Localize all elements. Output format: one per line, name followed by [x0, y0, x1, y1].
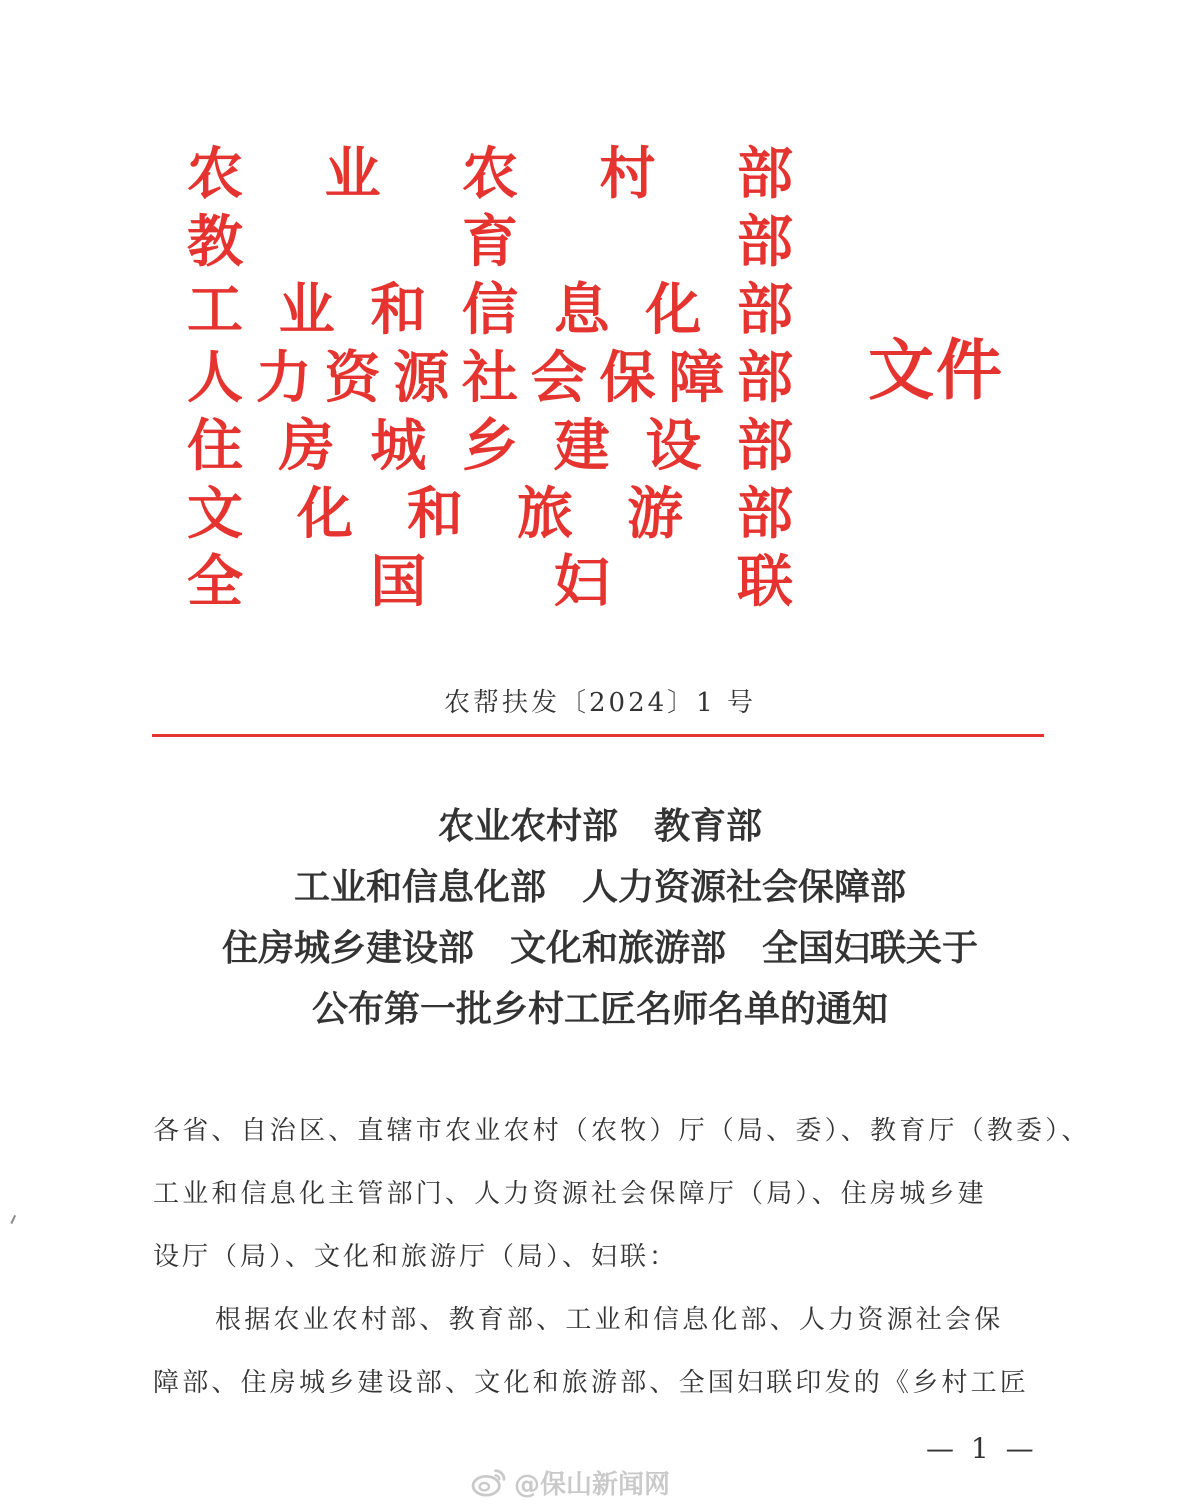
- addressee-line-3: 设厅（局）、文化和旅游厅（局）、妇联：: [153, 1242, 679, 1272]
- issuer-char: 育: [462, 209, 518, 275]
- issuer-char: 人: [187, 345, 243, 411]
- paragraph-line-2: 障部、住房城乡建设部、文化和旅游部、全国妇联印发的《乡村工匠: [153, 1368, 1030, 1398]
- issuer-char: 社: [462, 345, 518, 411]
- issuer-char: 保: [599, 345, 656, 411]
- title-line-1: 农业农村部 教育部: [437, 805, 762, 847]
- issuer-char: 业: [324, 141, 381, 207]
- issuer-char: 乡: [462, 413, 518, 479]
- document-number: 农帮扶发〔2024〕1 号: [444, 688, 756, 718]
- issuer-char: 教: [187, 209, 243, 275]
- title-line-3: 住房城乡建设部 文化和旅游部 全国妇联关于: [221, 927, 978, 969]
- issuer-char: 设: [645, 413, 702, 479]
- title-line-4: 公布第一批乡村工匠名师名单的通知: [311, 988, 888, 1030]
- issuer-char: 障: [668, 345, 725, 411]
- issuer-char: 城: [370, 413, 427, 479]
- page-number: — 1 —: [926, 1432, 1038, 1465]
- issuer-char: 资: [324, 345, 381, 411]
- issuer-char: 村: [599, 141, 656, 207]
- paragraph-line-1: 根据农业农村部、教育部、工业和信息化部、人力资源社会保: [215, 1305, 1004, 1335]
- document-title: [0, 796, 1200, 1040]
- issuer-char: 部: [737, 209, 793, 275]
- issuer-row: [185, 344, 795, 412]
- document-body: [153, 1100, 1091, 1415]
- issuer-char: 部: [737, 141, 793, 207]
- issuer-char: 和: [407, 481, 463, 547]
- watermark: [470, 1462, 670, 1502]
- issuer-char: 全: [187, 549, 243, 615]
- issuer-char: 国: [370, 549, 427, 615]
- scan-speck-mark: [10, 1215, 20, 1226]
- issuer-row: [185, 140, 795, 208]
- issuer-char: 农: [462, 141, 518, 207]
- issuer-row: [185, 412, 795, 480]
- issuer-row: [185, 276, 795, 344]
- addressee-line-1: 各省、自治区、直辖市农业农村（农牧）厅（局、委）、教育厅（教委）、: [153, 1116, 1091, 1146]
- issuer-char: 农: [187, 141, 243, 207]
- addressee-line-2: 工业和信息化主管部门、人力资源社会保障厅（局）、住房城乡建: [153, 1179, 987, 1209]
- issuer-char: 房: [278, 413, 335, 479]
- issuer-char: 游: [627, 481, 683, 547]
- issuer-char: 部: [737, 345, 793, 411]
- issuer-char: 息: [553, 277, 610, 343]
- issuer-char: 文: [187, 481, 243, 547]
- issuer-char: 化: [645, 277, 702, 343]
- title-line-2: 工业和信息化部 人力资源社会保障部: [293, 866, 906, 908]
- issuer-block: [185, 140, 795, 616]
- issuer-char: 化: [297, 481, 353, 547]
- issuer-row: [185, 208, 795, 276]
- issuer-char: 会: [530, 345, 587, 411]
- watermark-text: @保山新闻网: [514, 1469, 671, 1500]
- issuer-char: 源: [393, 345, 450, 411]
- weibo-icon: [470, 1467, 508, 1497]
- issuer-char: 旅: [517, 481, 573, 547]
- issuer-char: 业: [278, 277, 335, 343]
- issuer-row: [185, 480, 795, 548]
- issuer-char: 信: [462, 277, 518, 343]
- issuer-char: 住: [187, 413, 243, 479]
- issuer-char: 部: [737, 481, 793, 547]
- issuer-char: 力: [255, 345, 312, 411]
- issuer-char: 工: [187, 277, 243, 343]
- issuer-char: 建: [553, 413, 610, 479]
- red-divider-line: [152, 734, 1044, 737]
- issuer-char: 部: [737, 277, 793, 343]
- issuer-char: 妇: [553, 549, 610, 615]
- document-label: 文件: [868, 331, 1004, 409]
- issuer-char: 部: [737, 413, 793, 479]
- issuer-row: [185, 548, 795, 616]
- issuer-char: 和: [370, 277, 427, 343]
- issuer-char: 联: [737, 549, 793, 615]
